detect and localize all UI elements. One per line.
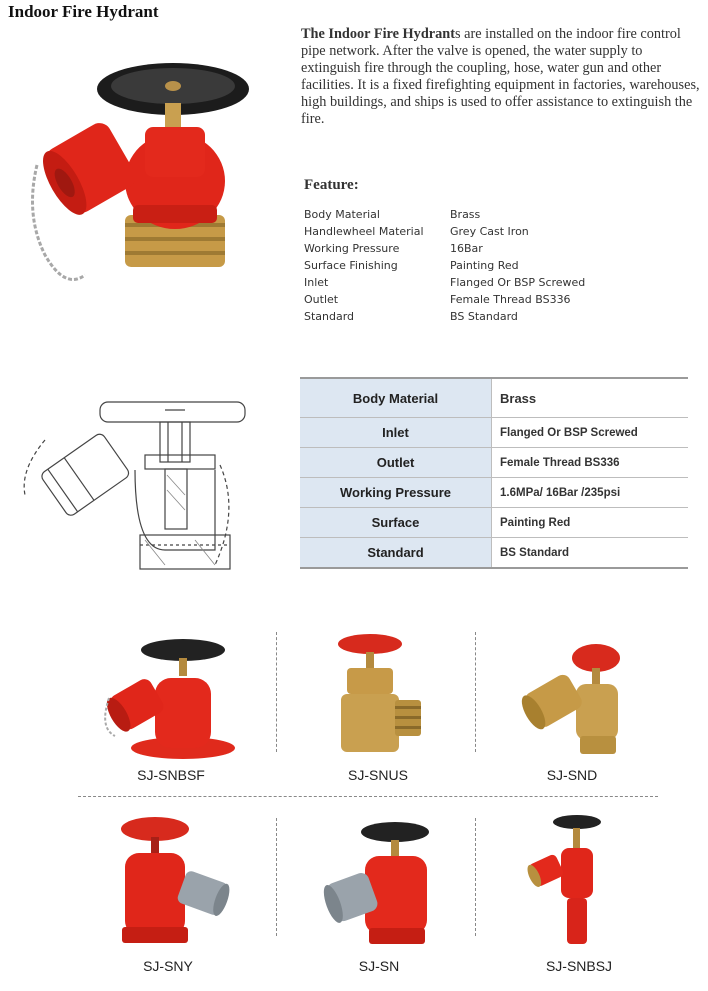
table-key: Working Pressure <box>300 478 492 508</box>
feature-title: Feature: <box>304 177 359 193</box>
product-label: SJ-SNBSJ <box>545 958 613 974</box>
table-row <box>300 378 688 418</box>
page-title: Indoor Fire Hydrant <box>8 2 159 21</box>
grid-divider <box>276 632 277 752</box>
table-value: Flanged Or BSP Screwed <box>492 418 689 448</box>
grid-divider <box>475 818 476 936</box>
feature-key: Working Pressure <box>304 242 400 255</box>
table-row <box>300 508 688 538</box>
product-image <box>325 820 450 950</box>
feature-key: Inlet <box>304 276 329 289</box>
product-image <box>518 640 638 760</box>
feature-value: BS Standard <box>450 310 518 323</box>
table-value: BS Standard <box>492 538 689 569</box>
hydrant-main-image <box>15 55 255 295</box>
feature-key: Standard <box>304 310 355 323</box>
spec-table <box>300 377 688 569</box>
feature-row <box>304 207 585 224</box>
product-image <box>95 638 235 763</box>
feature-row <box>304 292 585 309</box>
product-label: SJ-SNBSF <box>137 767 205 783</box>
feature-row <box>304 258 585 275</box>
feature-key: Handlewheel Material <box>304 225 424 238</box>
grid-divider <box>276 818 277 936</box>
table-row <box>300 448 688 478</box>
feature-key: Outlet <box>304 293 339 306</box>
product-image <box>110 815 235 950</box>
feature-value: Painting Red <box>450 259 519 272</box>
product-label: SJ-SNY <box>143 958 193 974</box>
table-value: Painting Red <box>492 508 689 538</box>
grid-divider <box>78 796 658 797</box>
table-row <box>300 418 688 448</box>
intro-lead: The Indoor Fire Hydrant <box>301 26 455 42</box>
intro-text: s are installed on the indoor fire control pipe network. After the valve is opened, the water supply to extinguish fire through the coupling, hose, water gun and other facilities. It is a fixed firefighting equipment in factories, warehouses, high buildings, and ships is used to offer assistance to extinguish the fire. <box>301 26 700 127</box>
table-key: Standard <box>300 538 492 569</box>
table-row <box>300 478 688 508</box>
feature-value: Brass <box>450 208 481 221</box>
product-label: SJ-SND <box>546 767 598 783</box>
table-key: Surface <box>300 508 492 538</box>
table-value: Female Thread BS336 <box>492 448 689 478</box>
feature-key: Body Material <box>304 208 380 221</box>
table-row <box>300 538 688 569</box>
grid-divider <box>475 632 476 752</box>
product-label: SJ-SN <box>358 958 400 974</box>
product-image <box>325 632 435 762</box>
product-image <box>525 812 635 952</box>
table-value: 1.6MPa/ 16Bar /235psi <box>492 478 689 508</box>
feature-key: Surface Finishing <box>304 259 398 272</box>
feature-list <box>304 207 585 326</box>
table-key: Outlet <box>300 448 492 478</box>
product-label: SJ-SNUS <box>348 767 408 783</box>
feature-value: Female Thread BS336 <box>450 293 571 306</box>
feature-value: Flanged Or BSP Screwed <box>450 276 586 289</box>
feature-row <box>304 224 585 241</box>
hydrant-section-drawing <box>15 400 250 575</box>
feature-value: Grey Cast Iron <box>450 225 529 238</box>
table-value: Brass <box>492 378 689 418</box>
feature-row <box>304 309 585 326</box>
feature-value: 16Bar <box>450 242 483 255</box>
feature-row <box>304 275 585 292</box>
table-key: Body Material <box>300 378 492 418</box>
intro-paragraph <box>301 26 701 128</box>
table-key: Inlet <box>300 418 492 448</box>
feature-row <box>304 241 585 258</box>
